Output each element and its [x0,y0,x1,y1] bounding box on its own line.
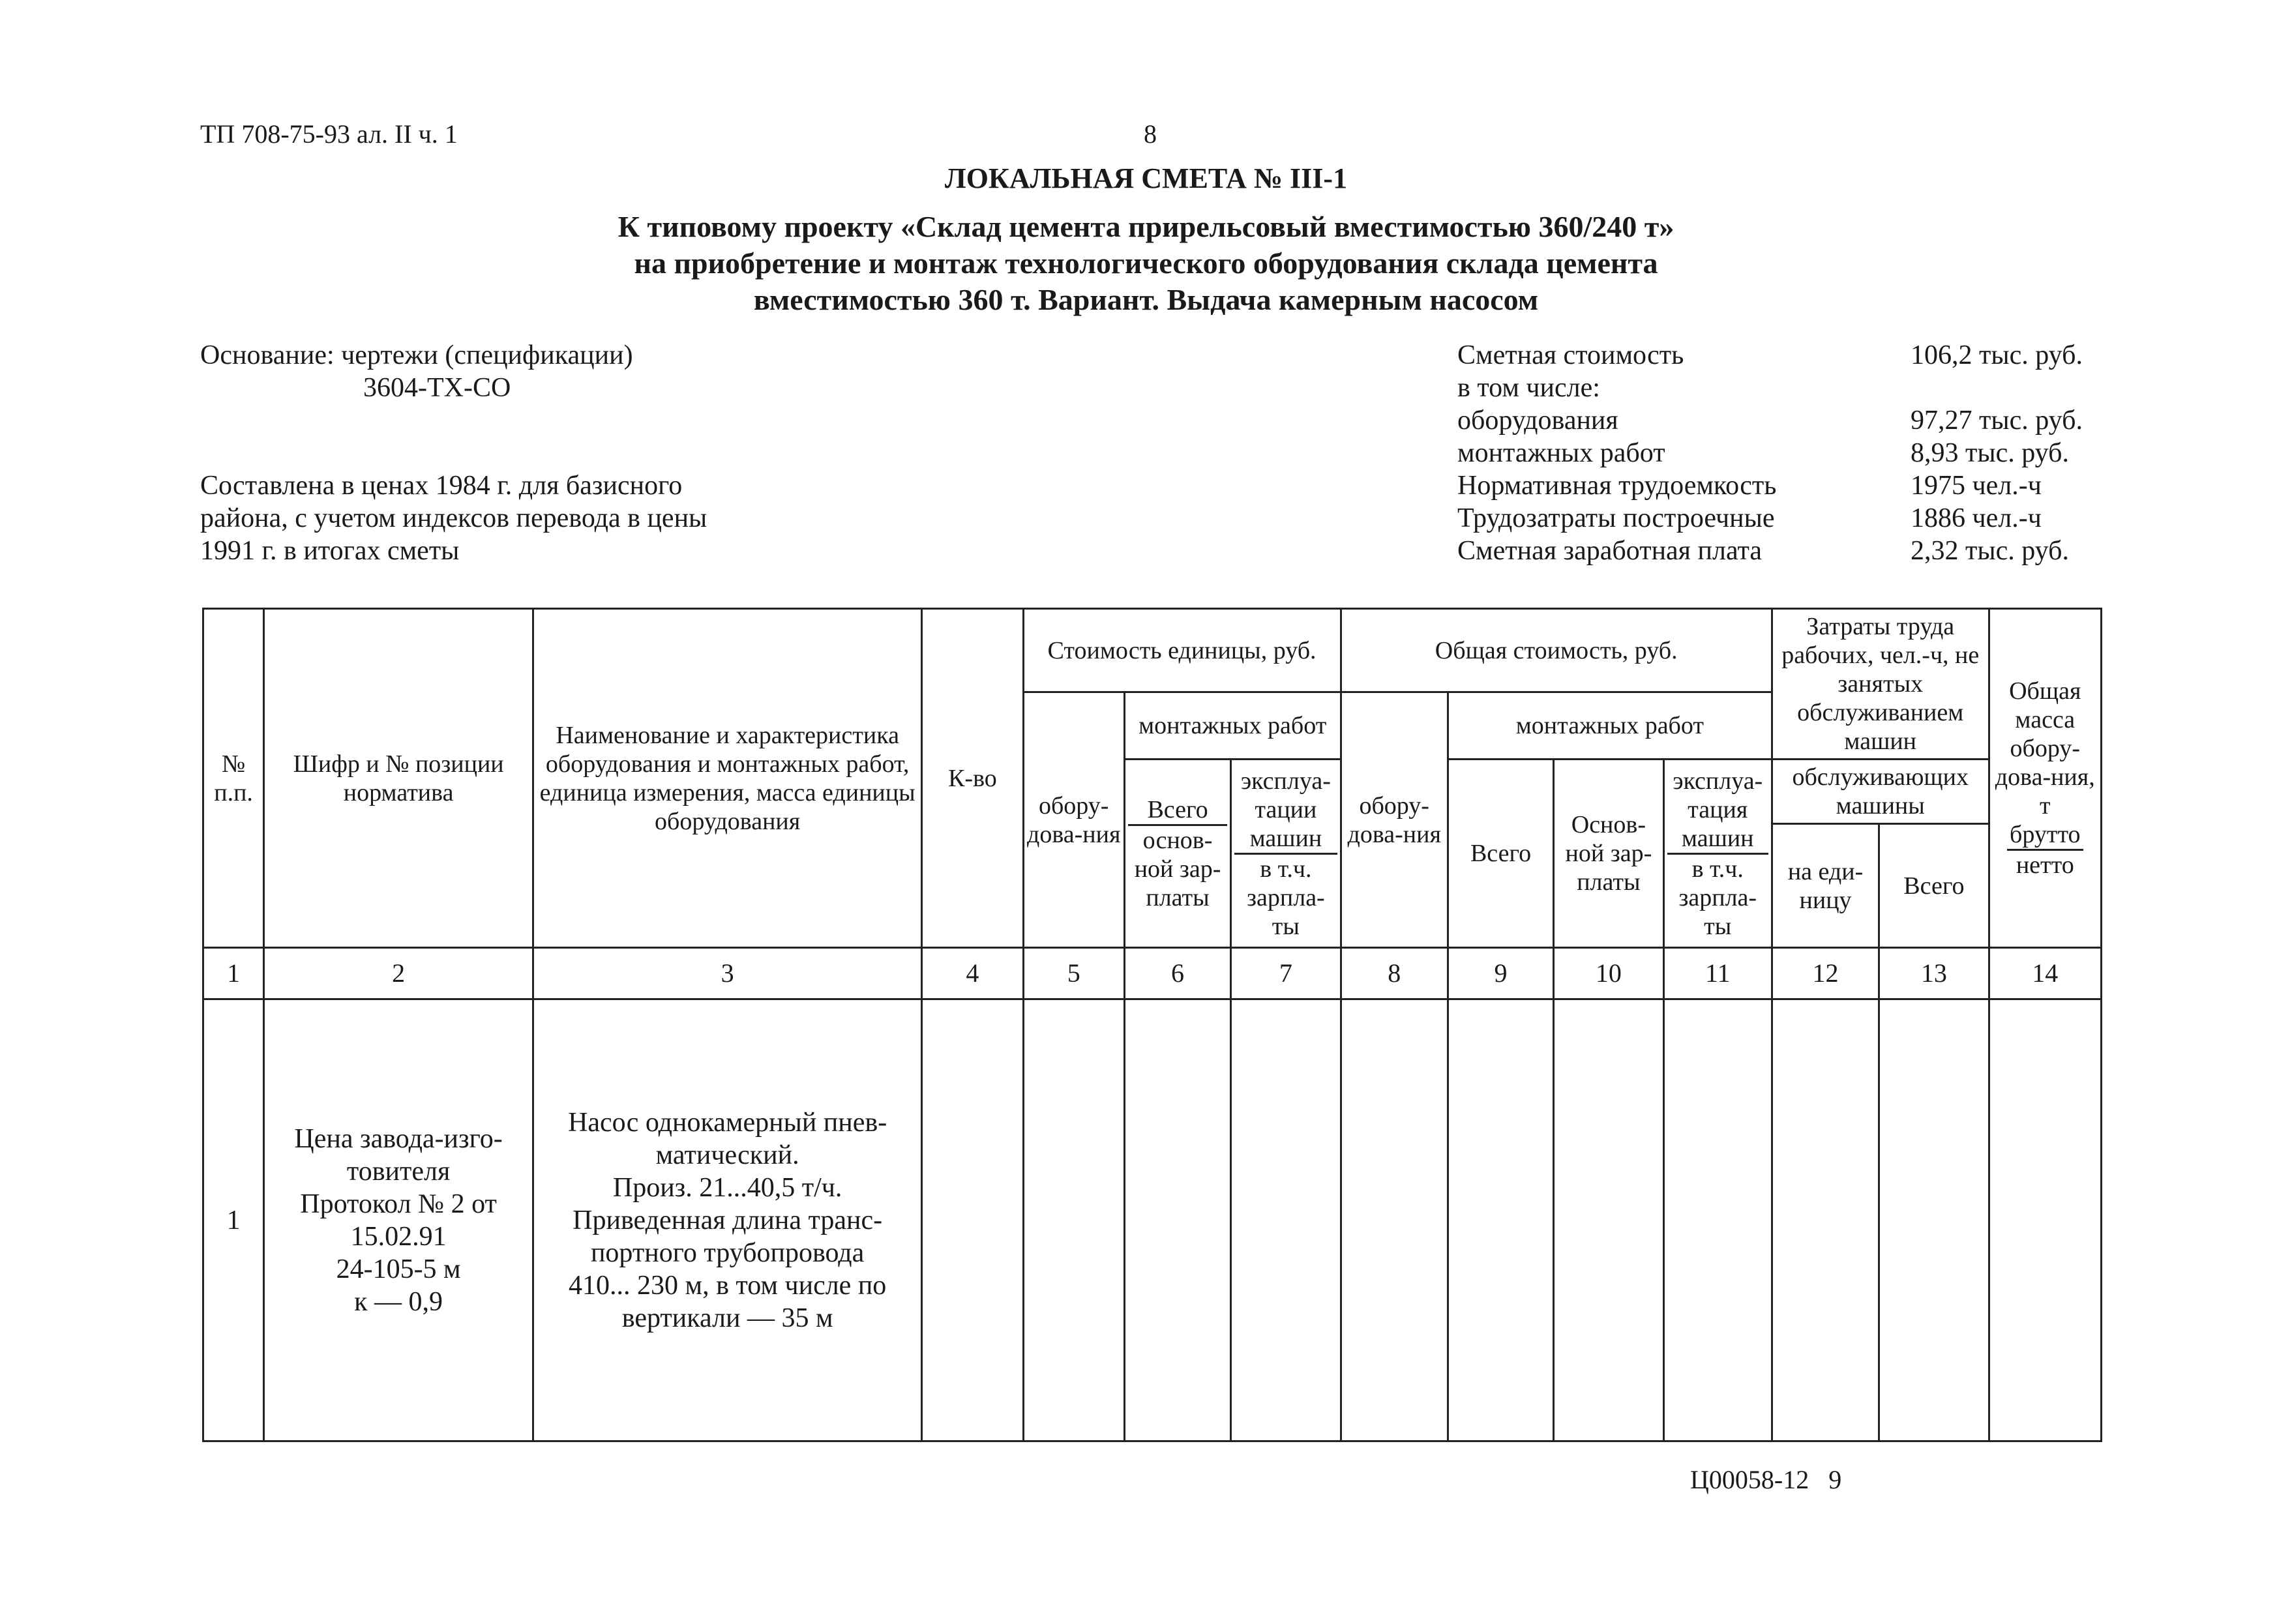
header-unit-exploitation [1231,760,1341,948]
basis-block [200,339,633,404]
header-labor: Затраты труда рабочих, чел.-ч, не занятых обслуживанием машин [1772,609,1989,760]
row-number: 1 [203,999,264,1441]
header-labor-total: Всего [1879,824,1989,948]
prices-note [200,469,707,567]
row-name-line: 410... 230 м, в том числе по [568,1270,887,1301]
header-labor-per-unit: на еди-ницу [1772,824,1879,948]
unit-exploit-bottom: в т.ч. зарпла-ты [1247,855,1325,940]
header-total-basic: Основ-ной зар-платы [1554,760,1663,948]
row-name-line: Произ. 21...40,5 т/ч. [612,1172,842,1203]
subtitle-line-3: вместимостью 360 т. Вариант. Выдача камерным насосом [753,283,1539,316]
column-number: 1 [203,948,264,999]
cost-label: Сметная заработная плата [1457,536,1763,566]
unit-total-bottom: основ-ной зар-платы [1134,826,1221,911]
row-mass [1989,999,2101,1441]
header-unit-equipment: обору-дова-ния [1023,692,1124,948]
header-quantity: К-во [922,609,1023,948]
estimate-subtitle [0,209,2292,318]
mass-gross: брутто [2007,820,2083,851]
column-number: 9 [1448,948,1553,999]
header-name: Наименование и характеристика оборудования и монтажных работ, единица измерения, масса единицы оборудования [533,609,922,948]
row-unit-total [1124,999,1230,1441]
cost-value [1911,372,2083,404]
unit-exploit-top: эксплуа-тации машин [1234,767,1337,855]
column-number: 3 [533,948,922,999]
row-total-equipment [1341,999,1448,1441]
header-total-cost: Общая стоимость, руб. [1341,609,1772,692]
column-number: 13 [1879,948,1989,999]
header-unit-total [1124,760,1230,948]
header-code: Шифр и № позиции норматива [264,609,533,948]
column-number: 5 [1023,948,1124,999]
cost-value: 2,32 тыс. руб. [1911,536,2069,566]
column-number: 6 [1124,948,1230,999]
column-number: 4 [922,948,1023,999]
row-labor-per-unit [1772,999,1879,1441]
cost-labels [1457,339,1776,567]
cost-value: 106,2 тыс. руб. [1911,340,2083,370]
cost-label: Нормативная трудоемкость [1457,471,1777,501]
cost-value: 8,93 тыс. руб. [1911,438,2069,468]
cost-value: 1975 чел.-ч [1911,471,2042,501]
row-code-line: Цена завода-изго- [294,1123,503,1154]
row-code-line: 15.02.91 [350,1221,447,1252]
header-unit-mounting: монтажных работ [1124,692,1341,760]
row-total-basic [1554,999,1663,1441]
column-number: 8 [1341,948,1448,999]
row-code-line: Протокол № 2 от [300,1188,497,1219]
prices-note-line-2: района, с учетом индексов перевода в цены [200,503,707,533]
column-number: 11 [1663,948,1772,999]
mass-fraction [2007,820,2083,879]
row-unit-equipment [1023,999,1124,1441]
column-numbers-row [203,948,2102,999]
row-code-line: к — 0,9 [354,1286,443,1317]
footer-code: Ц00058-12 9 [1690,1465,1842,1494]
row-total-exploitation [1663,999,1772,1441]
header-unit-cost: Стоимость единицы, руб. [1023,609,1341,692]
header-labor-service: обслуживающих машины [1772,760,1989,824]
row-unit-exploitation [1231,999,1341,1441]
mass-net: нетто [2016,851,2074,879]
total-exploit-top: эксплуа-тация машин [1667,767,1768,855]
total-exploit-bottom: в т.ч. зарпла-ты [1678,855,1757,940]
unit-total-top: Всего [1128,795,1227,826]
row-name-line: вертикали — 35 м [621,1303,833,1333]
document-code: ТП 708-75-93 ал. II ч. 1 [200,119,458,149]
mass-label: Общая масса обору-дова-ния, т [1995,677,2095,819]
column-number: 7 [1231,948,1341,999]
prices-note-line-1: Составлена в ценах 1984 г. для базисного [200,471,683,501]
row-code-line: товителя [346,1156,451,1187]
total-exploit-fraction [1667,767,1768,941]
cost-value: 97,27 тыс. руб. [1911,406,2083,436]
header-total-all: Всего [1448,760,1553,948]
header-mass [1989,609,2101,948]
column-number: 14 [1989,948,2101,999]
cost-label: в том числе: [1457,373,1600,403]
subtitle-line-1: К типовому проекту «Склад цемента прирельсовый вместимостью 360/240 т» [618,210,1674,243]
header-total-equipment: обору-дова-ния [1341,692,1448,948]
cost-value: 1886 чел.-ч [1911,503,2042,533]
row-name-line: матический. [655,1140,799,1170]
row-quantity [922,999,1023,1441]
estimate-table [202,608,2102,1442]
prices-note-line-3: 1991 г. в итогах сметы [200,536,460,566]
column-number: 2 [264,948,533,999]
row-name-line: портного трубопровода [590,1237,865,1268]
cost-values [1911,339,2083,567]
header-total-mounting: монтажных работ [1448,692,1772,760]
column-number: 10 [1554,948,1663,999]
cost-label: Сметная стоимость [1457,340,1684,370]
cost-label: монтажных работ [1457,438,1665,468]
subtitle-line-2: на приобретение и монтаж технологического оборудования склада цемента [634,246,1658,280]
basis-line-1: Основание: чертежи (спецификации) [200,340,633,370]
row-code [264,999,533,1441]
estimate-title: ЛОКАЛЬНАЯ СМЕТА № III-1 [944,162,1348,194]
table-row [203,999,2102,1441]
basis-drawing-code: 3604-ТХ-СО [363,373,511,403]
header-row-number: № п.п. [203,609,264,948]
column-number: 12 [1772,948,1879,999]
row-name [533,999,922,1441]
unit-exploit-fraction [1234,767,1337,941]
row-code-line: 24-105-5 м [336,1254,461,1284]
row-name-line: Насос однокамерный пнев- [568,1107,887,1138]
unit-total-fraction [1128,795,1227,912]
page-number: 8 [1144,119,1157,149]
cost-label: Трудозатраты построечные [1457,503,1775,533]
header-total-exploitation [1663,760,1772,948]
row-labor-total [1879,999,1989,1441]
cost-label: оборудования [1457,406,1618,436]
row-name-line: Приведенная длина транс- [573,1205,883,1235]
row-total-all [1448,999,1553,1441]
